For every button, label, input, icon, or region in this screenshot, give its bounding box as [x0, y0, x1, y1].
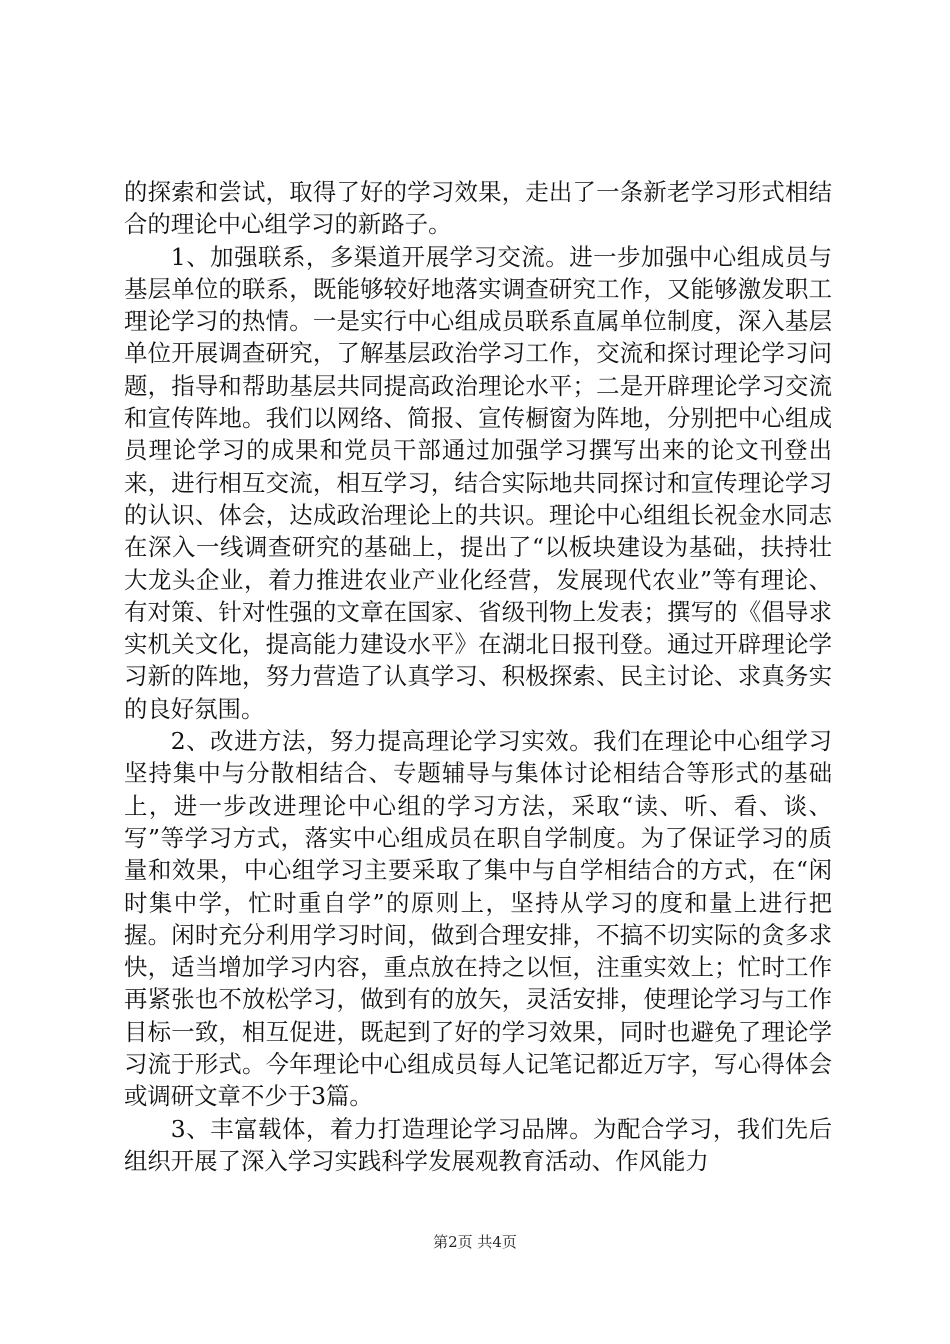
document-body — [124, 176, 832, 1177]
paragraph-continuation: 的探索和尝试，取得了好的学习效果，走出了一条新老学习形式相结合的理论中心组学习的新路子。 — [124, 178, 832, 239]
paragraph-1-strengthen-contact: 1、加强联系，多渠道开展学习交流。进一步加强中心组成员与基层单位的联系，既能够较好地落实调查研究工作，又能够激发职工理论学习的热情。一是实行中心组成员联系直属单位制度，深入基层单位开展调查研究，了解基层政治学习工作，交流和探讨理论学习问题，指导和帮助基层共同提高政治理论水平；二是开辟理论学习交流和宣传阵地。我们以网络、简报、宣传橱窗为阵地，分别把中心组成员理论学习的成果和党员干部通过加强学习撰写出来的论文刊登出来，进行相互交流，相互学习，结合实际地共同探讨和宣传理论学习的认识、体会，达成政治理论上的共识。理论中心组组长祝金水同志在深入一线调查研究的基础上，提出了“以板块建设为基础，扶持壮大龙头企业，着力推进农业产业化经营，发展现代农业”等有理论、有对策、针对性强的文章在国家、省级刊物上发表；撰写的《倡导求实机关文化，提高能力建设水平》在湖北日报刊登。通过开辟理论学习新的阵地，努力营造了认真学习、积极探索、民主讨论、求真务实的良好氛围。 — [124, 242, 832, 723]
paragraph-2-improve-methods: 2、改进方法，努力提高理论学习实效。我们在理论中心组学习坚持集中与分散相结合、专题辅导与集体讨论相结合等形式的基础上，进一步改进理论中心组的学习方法，采取“读、听、看、谈、写”等学习方式，落实中心组成员在职自学制度。为了保证学习的质量和效果，中心组学习主要采取了集中与自学相结合的方式，在“闲时集中学，忙时重自学”的原则上，坚持从学习的度和量上进行把握。闲时充分利用学习时间，做到合理安排，不搞不切实际的贪多求快，适当增加学习内容，重点放在持之以恒，注重实效上；忙时工作再紧张也不放松学习，做到有的放矢，灵活安排，使理论学习与工作目标一致，相互促进，既起到了好的学习效果，同时也避免了理论学习流于形式。今年理论中心组成员每人记笔记都近万字，写心得体会或调研文章不少于3篇。 — [124, 727, 832, 1111]
paragraph-3-enrich-carriers: 3、丰富载体，着力打造理论学习品牌。为配合学习，我们先后组织开展了深入学习实践科学发展观教育活动、作风能力 — [124, 1114, 832, 1175]
page-number-footer: 第2页 共4页 — [433, 1233, 517, 1251]
